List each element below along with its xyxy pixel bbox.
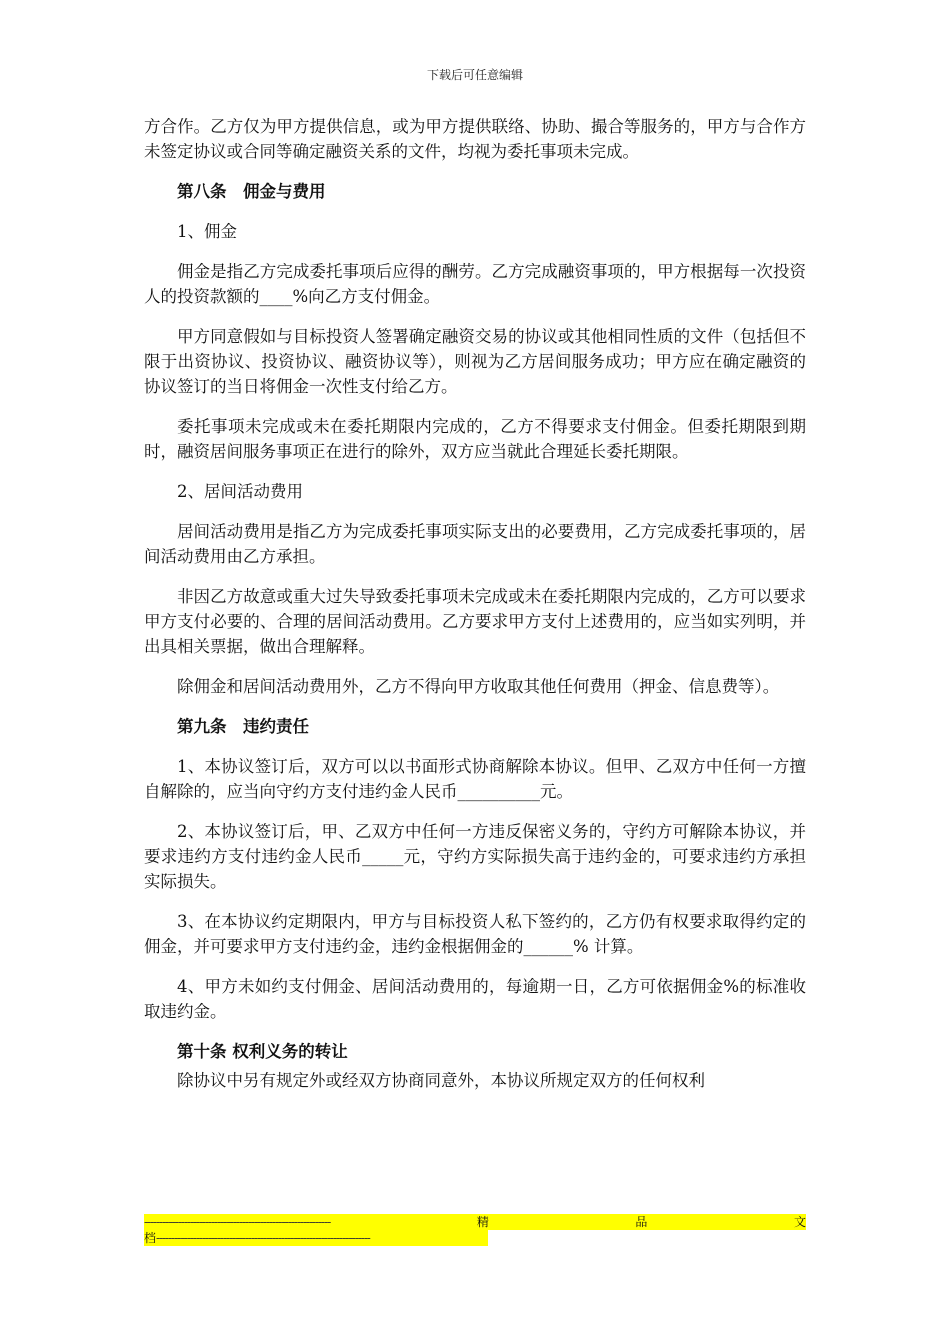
article-8-heading: 第八条 佣金与费用 — [177, 182, 326, 201]
paragraph-commission-conditions: 委托事项未完成或未在委托期限内完成的，乙方不得要求支付佣金。但委托期限到期时，融资居间服务事项正在进行的除外，双方应当就此合理延长委托期限。 — [144, 417, 806, 461]
article-9-heading: 第九条 违约责任 — [177, 717, 309, 736]
footer-char-2: 品 — [635, 1215, 648, 1229]
footer-line-1 — [144, 1214, 806, 1230]
footer-line-2 — [144, 1230, 488, 1246]
subsection-commission: 1、佣金 — [177, 222, 237, 241]
paragraph-breach-1: 1、本协议签订后，双方可以以书面形式协商解除本协议。但甲、乙双方中任何一方擅自解除的，应当向守约方支付违约金人民币__________元。 — [144, 757, 806, 801]
paragraph-commission-payment: 甲方同意假如与目标投资人签署确定融资交易的协议或其他相同性质的文件（包括但不限于出资协议、投资协议、融资协议等），则视为乙方居间服务成功；甲方应在确定融资的协议签订的当日将佣金一次性支付给乙方。 — [144, 327, 806, 396]
document-body — [144, 114, 806, 1108]
paragraph-breach-3: 3、在本协议约定期限内，甲方与目标投资人私下签约的，乙方仍有权要求取得约定的佣金，并可要求甲方支付违约金，违约金根据佣金的______% 计算。 — [144, 912, 806, 956]
footer-dashes-b: ---------------------------------------------------------------------- — [156, 1231, 370, 1245]
paragraph-commission-definition: 佣金是指乙方完成委托事项后应得的酬劳。乙方完成融资事项的，甲方根据每一次投资人的投资款额的____%向乙方支付佣金。 — [144, 262, 806, 306]
paragraph-costs-claim: 非因乙方故意或重大过失导致委托事项未完成或未在委托期限内完成的，乙方可以要求甲方支付必要的、合理的居间活动费用。乙方要求甲方支付上述费用的，应当如实列明，并出具相关票据，做出合理解释。 — [144, 587, 806, 656]
footer-char-4: 档 — [144, 1231, 157, 1245]
footer-dashes-a: ------------------------------------------------------------- — [144, 1215, 331, 1229]
paragraph-transfer: 除协议中另有规定外或经双方协商同意外，本协议所规定双方的任何权利 — [177, 1071, 705, 1090]
page-header: 下载后可任意编辑 — [426, 68, 523, 82]
page-footer — [144, 1214, 806, 1250]
paragraph-breach-4: 4、甲方未如约支付佣金、居间活动费用的，每逾期一日，乙方可依据佣金%的标准收取违约金。 — [144, 977, 806, 1021]
subsection-intermediary-costs: 2、居间活动费用 — [177, 482, 303, 501]
footer-char-1: 精 — [476, 1215, 489, 1229]
paragraph-continuation: 方合作。乙方仅为甲方提供信息，或为甲方提供联络、协助、撮合等服务的，甲方与合作方未签定协议或合同等确定融资关系的文件，均视为委托事项未完成。 — [144, 117, 806, 161]
paragraph-breach-2: 2、本协议签订后，甲、乙双方中任何一方违反保密义务的，守约方可解除本协议，并要求违约方支付违约金人民币_____元，守约方实际损失高于违约金的，可要求违约方承担实际损失。 — [144, 822, 806, 891]
paragraph-costs-definition: 居间活动费用是指乙方为完成委托事项实际支出的必要费用，乙方完成委托事项的，居间活动费用由乙方承担。 — [144, 522, 806, 566]
paragraph-no-other-fees: 除佣金和居间活动费用外，乙方不得向甲方收取其他任何费用（押金、信息费等）。 — [177, 677, 780, 696]
footer-char-3: 文 — [793, 1215, 806, 1229]
article-10-heading: 第十条 权利义务的转让 — [177, 1042, 348, 1061]
